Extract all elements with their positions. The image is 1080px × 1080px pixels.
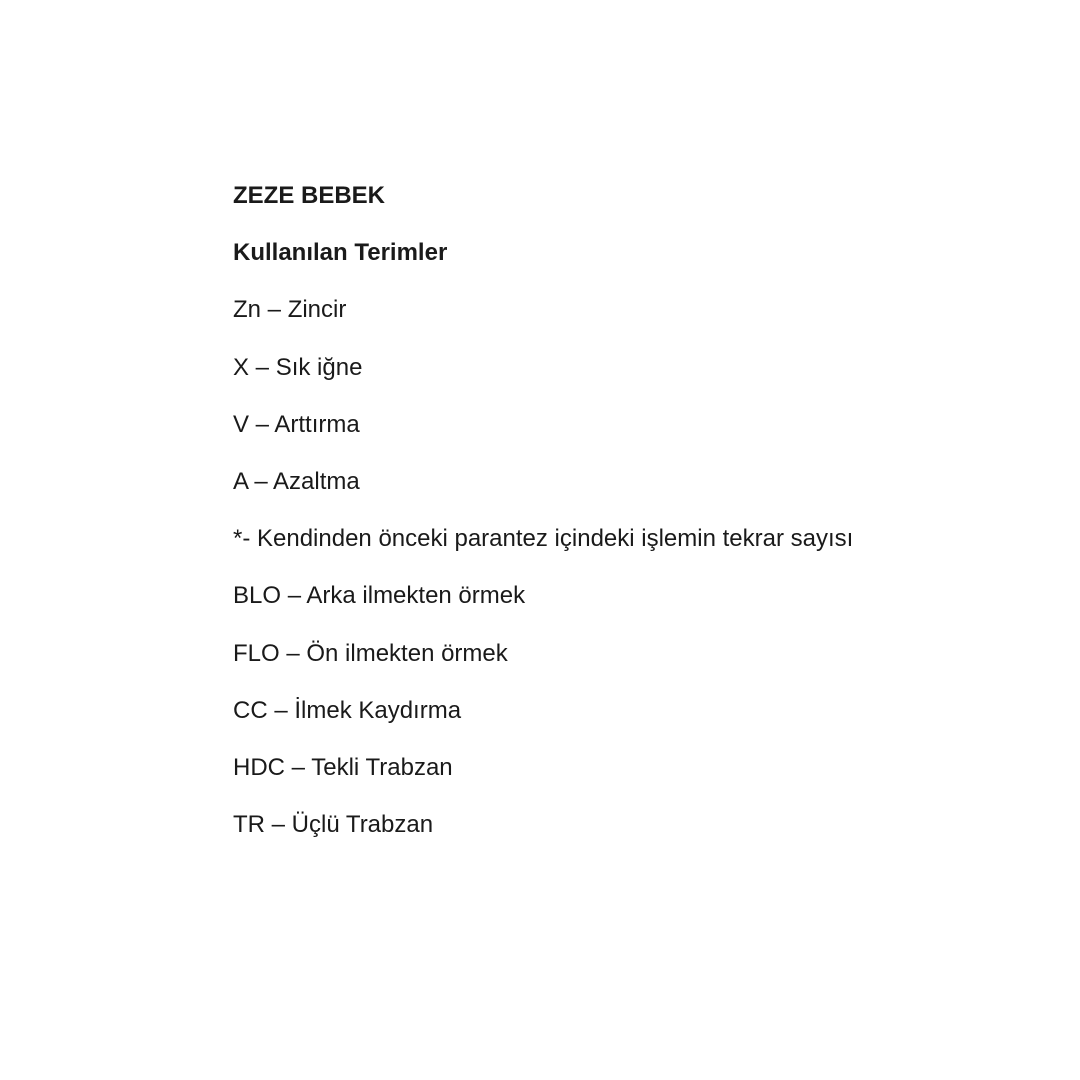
term-item: V – Arttırma [233, 410, 360, 438]
term-item: *- Kendinden önceki parantez içindeki işlemin tekrar sayısı [233, 525, 854, 553]
term-item: CC – İlmek Kaydırma [233, 696, 462, 724]
term-item: Zn – Zincir [233, 296, 347, 324]
term-item: BLO – Arka ilmekten örmek [233, 582, 526, 610]
term-item: FLO – Ön ilmekten örmek [233, 639, 508, 667]
term-item: A – Azaltma [233, 467, 360, 495]
term-item: X – Sık iğne [233, 353, 363, 381]
document-title: ZEZE BEBEK [233, 182, 386, 209]
section-heading: Kullanılan Terimler [233, 239, 448, 267]
term-item: HDC – Tekli Trabzan [233, 753, 453, 781]
term-item: TR – Üçlü Trabzan [233, 811, 434, 839]
document-body [233, 176, 1033, 862]
